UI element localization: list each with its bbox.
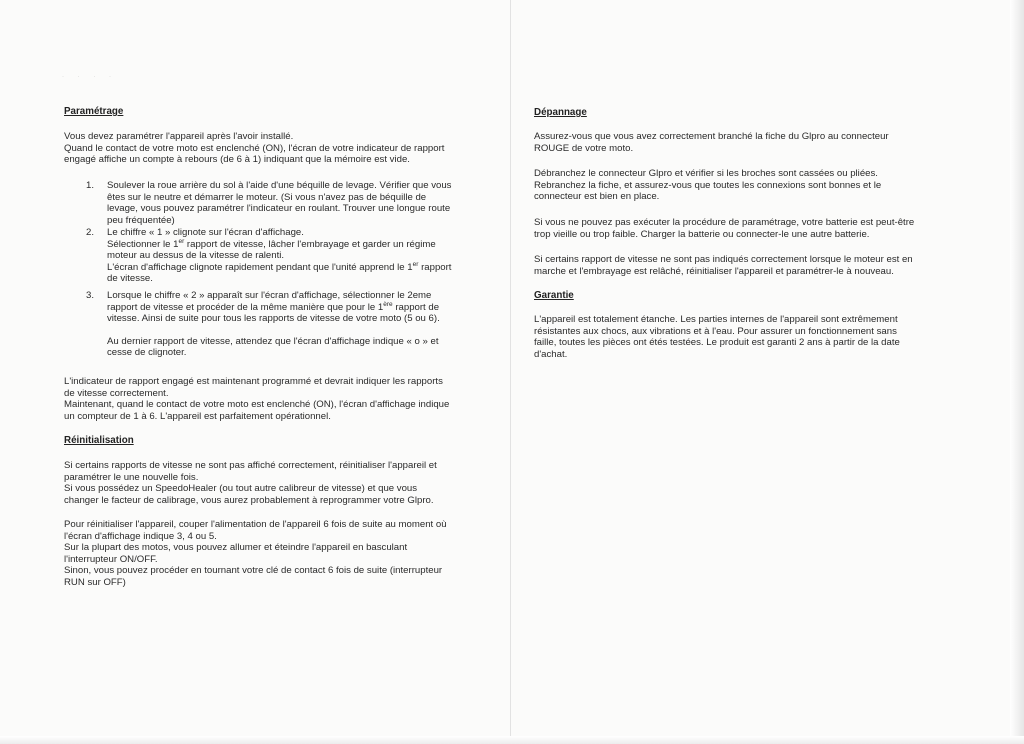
reinit-paragraph-1: Si certains rapports de vitesse ne sont pas affiché correctement, réinitialiser l'appareil et paramétrer le une nouvelle fois. Si vous possédez un SpeedoHealer (ou tout autre calibreur de vitesse) et que vous changer le facteur de calibrage, vous aurez probablement à reprogrammer votre Glpro. <box>64 460 437 506</box>
garantie-paragraph: L'appareil est totalement étanche. Les parties internes de l'appareil sont extrêmement résistantes aux chocs, aux vibrations et à l'eau. Pour assurer un fonctionnement sans faille, toutes les pièces ont étés testées. Le produit est garanti 2 ans à partir de la date d'achat. <box>534 314 900 360</box>
page-fold-line <box>510 0 511 744</box>
scan-specks: · · · · <box>62 74 117 80</box>
outro-paragraph: L'indicateur de rapport engagé est maintenant programmé et devrait indiquer les rapports de vitesse correctement. Maintenant, quand le contact de votre moto est enclenché (ON), l'écran d'affichage indique un compteur de 1 à 6. L'appareil est parfaitement opérationnel. <box>64 376 450 422</box>
scanned-page: · · · · Paramétrage Vous devez paramétrer l'appareil après l'avoir installé. Quand le contact de votre moto est enclenché (ON), l'écran de votre indicateur de rapport engagé affiche un compte à rebours (de 6 à 1) indiquant que la mémoire est vide. 1. Soulever la roue arrière du sol à l'aide d'une béquille de levage. Vérifier que vous êtes sur le neutre et démarrer le moteur. (Si vous n'avez pas de béquille de levage, vous pouvez paramétrer l'indicateur en roulant. Trouver une longue route peu fréquentée) 2. Le chiffre « 1 » clignote sur l'écran d'affichage. Sélectionner le 1er rapport de vitesse, lâcher l'embrayage et garder un régime moteur au dessus de la vitesse de ralenti. L'écran d'affichage clignote rapidement pendant que l'unité apprend le 1er rapport de vitesse. 3. Lorsque le chiffre « 2 » apparaît sur l'écran d'affichage, sélectionner le 2eme rapport de vitesse et procéder de la même manière que pour le 1ère rapport de vitesse. Ainsi de suite pour tous les rapports de vitesse de votre moto (5 ou 6). Au dernier rapport de vitesse, attendez que l'écran d'affichage indique « o » et cesse de clignoter. L'indicateur de rapport engagé est maintenant programmé et devrait indiquer les rapports de vitesse correctement. Maintenant, quand le contact de votre moto est enclenché (ON), l'écran d'affichage indique un compteur de 1 à 6. L'appareil est parfaitement opérationnel. Réinitialisation Si certains rapports de vitesse ne sont pas affiché correctement, réinitialiser l'appareil et paramétrer le une nouvelle fois. Si vous possédez un SpeedoHealer (ou tout autre calibreur de vitesse) et que vous changer le facteur de calibrage, vous aurez probablement à reprogrammer votre Glpro. Pour réinitialiser l'appareil, couper l'alimentation de l'appareil 6 fois de suite au moment où l'écran d'affichage indique 3, 4 ou 5. Sur la plupart des motos, vous pouvez allumer et éteindre l'appareil en basculant l'interrupteur ON/OFF. Sinon, vous pouvez procéder en tournant votre clé de contact 6 fois de suite (interrupteur RUN sur OFF) Dépannage Assurez-vous que vous avez correctement branché la fiche du Glpro au connecteur ROUGE de votre moto. Débranchez le connecteur Glpro et vérifier si les broches sont cassées ou pliées. Rebranchez la fiche, et assurez-vous que toutes les connexions sont bonnes et le connecteur est bien en place. Si vous ne pouvez pas exécuter la procédure de paramétrage, votre batterie est peut-être trop vieille ou trop faible. Charger la batterie ou connecter-le une autre batterie. Si certains rapport de vitesse ne sont pas indiqués correctement lorsque le moteur est en marche et l'embrayage est relâché, réinitialiser l'appareil et paramétrer-le à nouveau. Garantie L'appareil est totalement étanche. Les parties internes de l'appareil sont extrêmement résistantes aux chocs, aux vibrations et à l'eau. Pour assurer un fonctionnement sans faille, toutes les pièces ont étés testées. Le produit est garanti 2 ans à partir de la date d'achat. <box>0 0 1024 744</box>
intro-paragraph: Vous devez paramétrer l'appareil après l'avoir installé. Quand le contact de votre moto est enclenché (ON), l'écran de votre indicateur de rapport engagé affiche un compte à rebours (de 6 à 1) indiquant que la mémoire est vide. <box>64 131 445 166</box>
page-bottom-edge <box>0 736 1024 744</box>
section-title-parametrage: Paramétrage <box>64 106 124 117</box>
depannage-paragraph-4: Si certains rapport de vitesse ne sont pas indiqués correctement lorsque le moteur est en marche et l'embrayage est relâché, réinitialiser l'appareil et paramétrer-le à nouveau. <box>534 254 913 277</box>
section-title-reinitialisation: Réinitialisation <box>64 435 134 446</box>
section-title-garantie: Garantie <box>534 290 574 301</box>
depannage-paragraph-3: Si vous ne pouvez pas exécuter la procédure de paramétrage, votre batterie est peut-être trop vieille ou trop faible. Charger la batterie ou connecter-le une autre batterie. <box>534 217 915 240</box>
reinit-paragraph-2: Pour réinitialiser l'appareil, couper l'alimentation de l'appareil 6 fois de suite au moment où l'écran d'affichage indique 3, 4 ou 5. Sur la plupart des motos, vous pouvez allumer et éteindre l'appareil en basculant l'interrupteur ON/OFF. Sinon, vous pouvez procéder en tournant votre clé de contact 6 fois de suite (interrupteur RUN sur OFF) <box>64 519 447 588</box>
section-title-depannage: Dépannage <box>534 107 587 118</box>
page-edge-shadow <box>1010 0 1024 744</box>
depannage-paragraph-2: Débranchez le connecteur Glpro et vérifier si les broches sont cassées ou pliées. Rebranchez la fiche, et assurez-vous que toutes les connexions sont bonnes et le connecteur est bien en place. <box>534 168 882 203</box>
depannage-paragraph-1: Assurez-vous que vous avez correctement branché la fiche du Glpro au connecteur ROUGE de votre moto. <box>534 131 889 154</box>
